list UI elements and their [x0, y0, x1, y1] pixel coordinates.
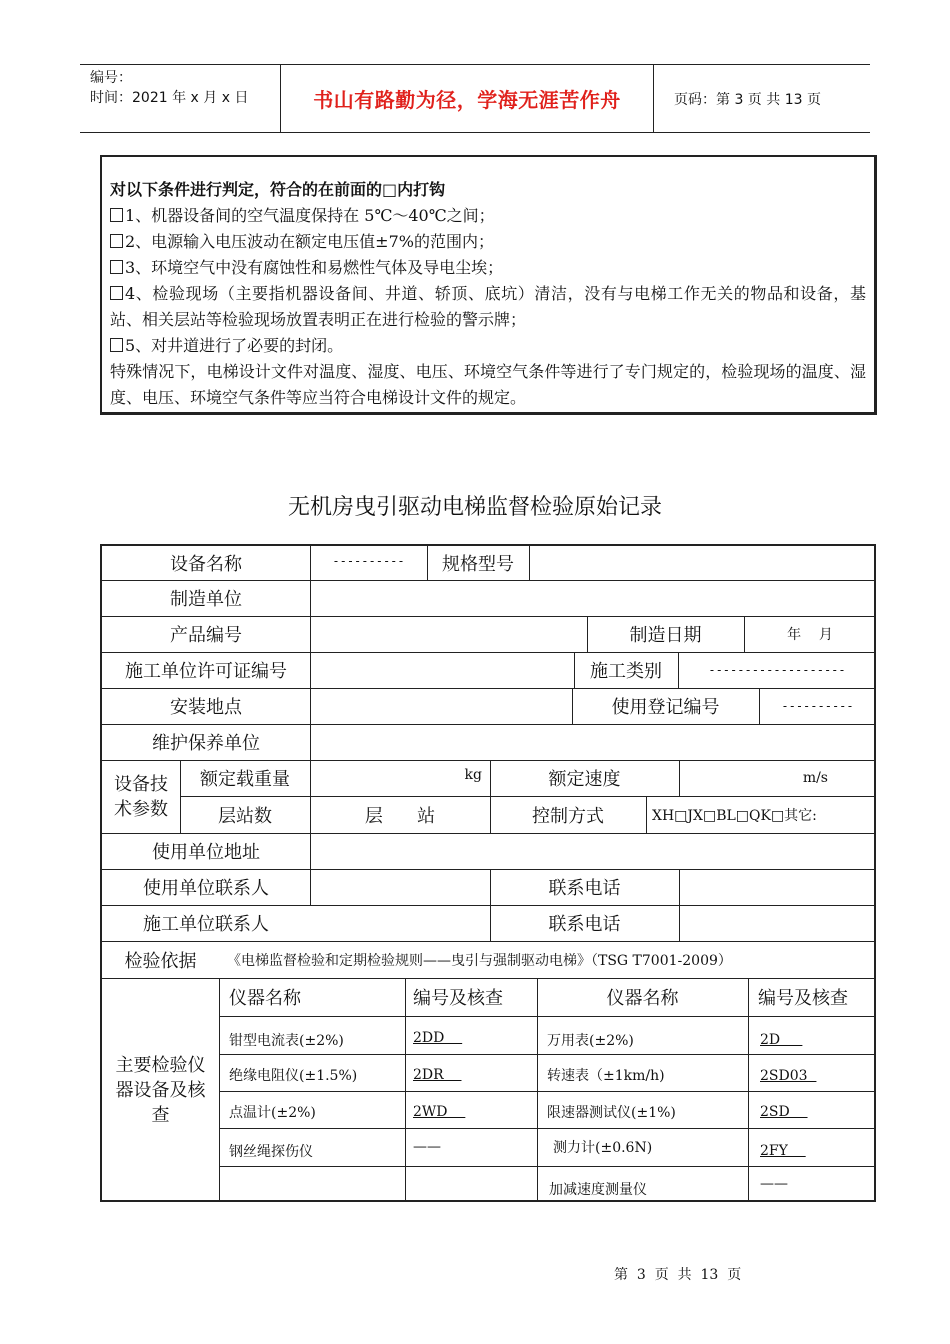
condition-item	[110, 281, 866, 333]
value-user-address[interactable]	[310, 833, 876, 869]
condition-item	[110, 203, 866, 229]
label-control-mode: 控制方式	[532, 806, 604, 827]
label-maintenance-unit: 维护保养单位	[152, 733, 260, 754]
page-info-text: 页码：第 3 页 共 13 页	[674, 91, 821, 108]
value-rated-speed[interactable]: m/s	[802, 770, 828, 786]
value-user-contact[interactable]	[310, 869, 490, 905]
header-inst-name-left: 仪器名称	[229, 988, 301, 1009]
condition-text: 3、环境空气中没有腐蚀性和易燃性气体及导电尘埃；	[125, 258, 504, 277]
value-maintenance-unit[interactable]	[310, 724, 876, 760]
instrument-no[interactable]: 2D	[760, 1032, 803, 1048]
instrument-no[interactable]: 2FY	[760, 1143, 806, 1159]
label-manufacturer: 制造单位	[170, 589, 242, 610]
header-meta	[80, 65, 281, 132]
page-footer: 第 3 页 共 13 页	[614, 1267, 742, 1283]
instrument-no[interactable]: ——	[760, 1176, 788, 1192]
label-instruments: 主要检验仪器设备及核查	[115, 1054, 206, 1126]
header-inst-no-right: 编号及核查	[758, 988, 848, 1009]
time-label: 时间：2021 年 x 月 x 日	[90, 90, 249, 106]
document-title: 无机房曳引驱动电梯监督检验原始记录	[287, 495, 662, 520]
code-label: 编号：	[90, 70, 132, 86]
value-license-no[interactable]	[310, 652, 574, 688]
value-model[interactable]	[529, 546, 876, 580]
instrument-name: 绝缘电阻仪(±1.5%)	[229, 1067, 358, 1084]
conditions-box	[100, 155, 877, 415]
label-manufacture-date: 制造日期	[629, 625, 702, 646]
label-equipment-name: 设备名称	[170, 554, 242, 575]
header-inst-no-left: 编号及核查	[413, 988, 503, 1009]
instrument-no[interactable]: 2DR	[413, 1066, 462, 1083]
value-control-mode[interactable]: XH□JX□BL□QK□其它:	[652, 808, 817, 824]
value-construction-phone[interactable]	[679, 905, 876, 941]
instrument-name: 测力计(±0.6N)	[553, 1140, 653, 1156]
value-manufacturer[interactable]	[310, 580, 876, 616]
value-equipment-name[interactable]: ----------	[332, 554, 405, 568]
label-rated-speed: 额定速度	[548, 769, 621, 790]
condition-item	[110, 255, 866, 281]
instrument-no[interactable]: 2DD	[413, 1030, 463, 1046]
label-construction-contact: 施工单位联系人	[143, 914, 269, 935]
value-inspection-basis: 《电梯监督检验和定期检验规则——曳引与强制驱动电梯》（TSG T7001-2009）	[227, 952, 732, 969]
instrument-no[interactable]: 2SD	[760, 1103, 808, 1120]
condition-checkbox[interactable]	[110, 286, 123, 300]
condition-text: 1、机器设备间的空气温度保持在 5℃～40℃之间；	[125, 206, 495, 225]
label-user-contact: 使用单位联系人	[143, 878, 269, 899]
condition-text: 4、检验现场（主要指机器设备间、井道、轿顶、底坑）清洁，没有与电梯工作无关的物品和设备，基站、相关层站等检验现场放置表明正在进行检验的警示牌；	[110, 284, 866, 329]
label-tech-params: 设备技术参数	[114, 773, 168, 820]
condition-item	[110, 229, 866, 255]
condition-checkbox[interactable]	[110, 338, 123, 352]
label-license-no: 施工单位许可证编号	[125, 661, 287, 682]
label-install-location: 安装地点	[170, 697, 242, 718]
value-floors-stations[interactable]: 层 站	[364, 806, 436, 827]
instrument-no[interactable]: ——	[413, 1139, 441, 1155]
value-install-location[interactable]	[310, 688, 572, 724]
label-construction-type: 施工类别	[590, 661, 662, 682]
value-registration-no[interactable]: ----------	[781, 699, 854, 713]
instrument-no[interactable]: 2WD	[413, 1103, 466, 1120]
page-header	[80, 64, 870, 133]
condition-text: 2、电源输入电压波动在额定电压值±7%的范围内；	[125, 232, 494, 251]
label-construction-phone: 联系电话	[548, 914, 621, 935]
header-page-info	[664, 65, 870, 132]
value-manufacture-date[interactable]: 年 月	[787, 627, 833, 643]
conditions-title: 对以下条件进行判定，符合的在前面的□内打钩	[110, 180, 446, 199]
instrument-name: 万用表(±2%)	[547, 1033, 634, 1049]
label-registration-no: 使用登记编号	[611, 697, 720, 718]
value-rated-load[interactable]: kg	[464, 767, 482, 783]
value-product-no[interactable]	[310, 616, 587, 652]
instrument-name: 转速表（±1km/h)	[547, 1067, 665, 1084]
label-rated-load: 额定载重量	[200, 769, 290, 790]
condition-checkbox[interactable]	[110, 208, 123, 222]
label-user-phone: 联系电话	[548, 878, 621, 899]
condition-item	[110, 333, 866, 359]
value-construction-contact[interactable]	[310, 905, 490, 941]
header-motto: 书山有路勤为径，学海无涯苦作舟	[281, 65, 654, 132]
label-floors-stations: 层站数	[218, 806, 272, 827]
condition-checkbox[interactable]	[110, 260, 123, 274]
label-product-no: 产品编号	[170, 625, 242, 646]
header-inst-name-right: 仪器名称	[606, 988, 679, 1009]
instrument-name: 钢丝绳探伤仪	[229, 1144, 313, 1160]
condition-text: 5、对井道进行了必要的封闭。	[125, 336, 344, 355]
label-inspection-basis: 检验依据	[124, 950, 197, 972]
conditions-note: 特殊情况下，电梯设计文件对温度、湿度、电压、环境空气条件等进行了专门规定的，检验现场的温度、湿度、电压、环境空气条件等应当符合电梯设计文件的规定。	[110, 362, 866, 407]
condition-checkbox[interactable]	[110, 234, 123, 248]
label-model: 规格型号	[442, 554, 514, 575]
label-user-address: 使用单位地址	[152, 842, 260, 863]
instrument-name: 点温计(±2%)	[229, 1104, 316, 1121]
value-construction-type[interactable]: -------------------	[708, 663, 846, 677]
value-user-phone[interactable]	[679, 869, 876, 905]
record-table	[100, 544, 876, 1202]
instrument-name: 加减速度测量仪	[549, 1182, 647, 1198]
instrument-no[interactable]: 2SD03	[760, 1067, 817, 1084]
instrument-name: 限速器测试仪(±1%)	[547, 1104, 676, 1121]
instrument-name: 钳型电流表(±2%)	[229, 1033, 344, 1049]
